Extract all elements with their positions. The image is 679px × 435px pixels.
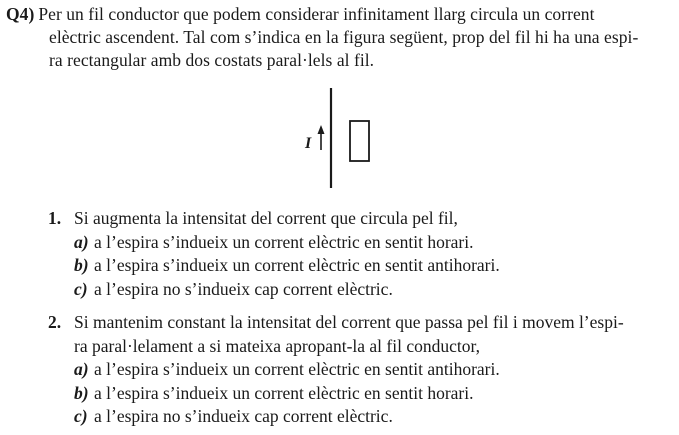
- option-letter: b: [74, 382, 83, 403]
- question-text-line-2: elèctric ascendent. Tal com s’indica en la figura següent, prop del fil hi ha una espi-: [49, 27, 639, 47]
- option-b: b) a l’espira s’indueix un corrent elèctric en sentit horari.: [74, 382, 474, 403]
- figure-svg: [295, 86, 385, 190]
- subquestion-number: 1.: [48, 208, 62, 228]
- option-letter: b: [74, 255, 83, 275]
- option-a: a) a l’espira s’indueix un corrent elèctric en sentit horari.: [74, 231, 474, 252]
- subquestion-stem-line: Si augmenta la intensitat del corrent que circula pel fil,: [74, 208, 458, 228]
- option-a: a) a l’espira s’indueix un corrent elèctric en sentit antihorari.: [74, 359, 500, 379]
- question-text-line-3: ra rectangular amb dos costats paral·lels al fil.: [49, 50, 375, 70]
- option-text: a l’espira no s’indueix cap corrent elèctric.: [94, 278, 393, 299]
- option-letter: a: [74, 359, 83, 379]
- option-text: a l’espira s’indueix un corrent elèctric en sentit antihorari.: [94, 255, 500, 275]
- option-c: c) a l’espira no s’indueix cap corrent elèctric.: [74, 406, 393, 426]
- question-text-line-1: Per un fil conductor que podem considerar infinitament llarg circula un corrent: [38, 4, 595, 24]
- subquestion-number: 2.: [48, 312, 62, 332]
- option-b: b) a l’espira s’indueix un corrent elèctric en sentit antihorari.: [74, 255, 500, 275]
- current-label: I: [305, 135, 312, 152]
- option-letter: a: [74, 231, 83, 252]
- option-letter: c: [74, 406, 82, 426]
- option-text: a l’espira s’indueix un corrent elèctric en sentit horari.: [94, 382, 474, 403]
- rectangular-loop: [350, 121, 369, 161]
- subquestion-2: [48, 311, 674, 429]
- question-statement: [6, 3, 674, 72]
- option-c: c) a l’espira no s’indueix cap corrent elèctric.: [74, 278, 393, 299]
- option-letter: c: [74, 278, 82, 299]
- question-id: Q4): [6, 4, 35, 24]
- subquestion-stem-line: Si mantenim constant la intensitat del corrent que passa pel fil i movem l’espi-: [74, 312, 624, 332]
- subquestion-stem-line: ra paral·lelament a si mateixa apropant-la al fil conductor,: [74, 335, 480, 356]
- wire-loop-figure: [295, 86, 385, 190]
- option-text: a l’espira s’indueix un corrent elèctric en sentit horari.: [94, 231, 474, 252]
- question-line: [6, 3, 674, 26]
- option-text: a l’espira s’indueix un corrent elèctric en sentit antihorari.: [94, 359, 500, 379]
- current-arrow-icon: [318, 125, 325, 150]
- subquestion-1: [48, 207, 674, 301]
- option-text: a l’espira no s’indueix cap corrent elèctric.: [94, 406, 393, 426]
